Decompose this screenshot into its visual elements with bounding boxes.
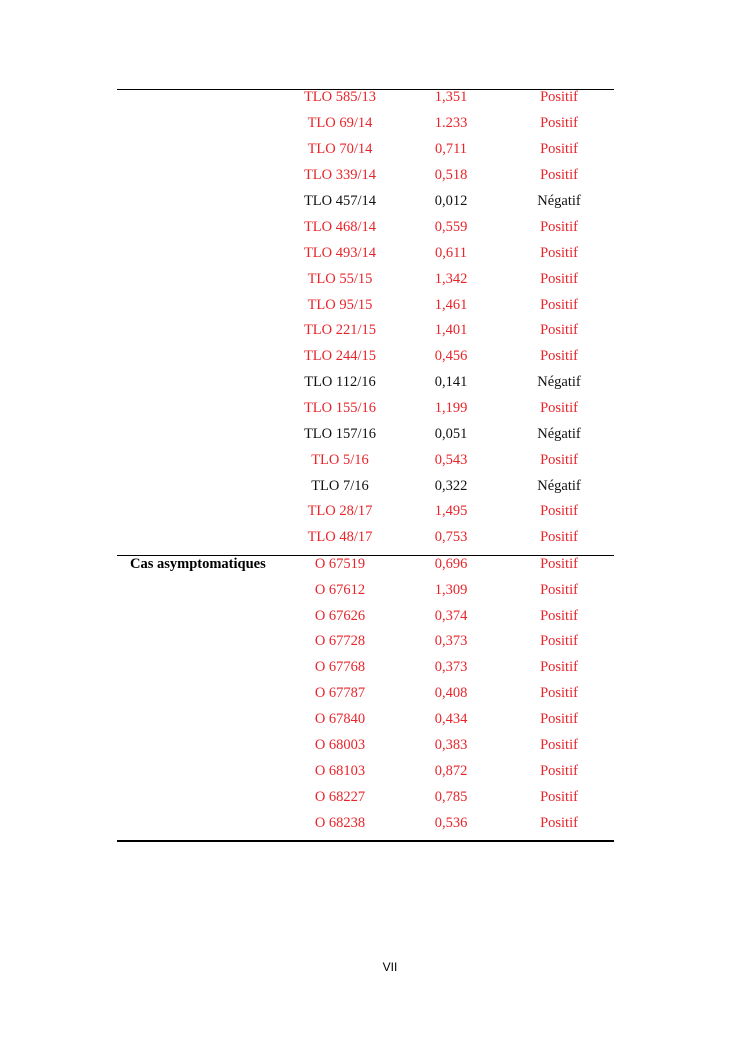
table-row <box>117 452 614 478</box>
result-cell: Positif <box>540 789 578 805</box>
table-row <box>117 167 614 193</box>
table-row <box>117 789 614 815</box>
result-cell: Positif <box>540 608 578 624</box>
value-cell: 1,401 <box>434 322 468 338</box>
sample-id-cell: O 67626 <box>314 608 366 624</box>
result-cell: Positif <box>540 167 578 183</box>
value-cell: 0,141 <box>434 374 468 390</box>
value-cell: 0,383 <box>434 737 468 753</box>
value-cell: 0,753 <box>434 529 468 545</box>
value-cell: 0,518 <box>434 167 468 183</box>
sample-id-cell: TLO 70/14 <box>307 141 373 157</box>
table-row <box>117 322 614 348</box>
value-cell: 0,543 <box>434 452 468 468</box>
sample-id-cell: O 67840 <box>314 711 366 727</box>
sample-id-cell: O 68227 <box>314 789 366 805</box>
result-cell: Positif <box>540 503 578 519</box>
sample-id-cell: TLO 69/14 <box>307 115 373 131</box>
group-label: Cas asymptomatiques <box>130 556 266 572</box>
value-cell: 0,611 <box>434 245 468 261</box>
table-row <box>117 89 614 115</box>
result-cell: Positif <box>540 763 578 779</box>
sample-id-cell: TLO 112/16 <box>304 374 376 390</box>
sample-id-cell: O 67768 <box>314 659 366 675</box>
value-cell: 0,434 <box>434 711 468 727</box>
sample-id-cell: O 67519 <box>314 556 366 572</box>
result-cell: Négatif <box>537 193 581 209</box>
sample-id-cell: O 68103 <box>314 763 366 779</box>
value-cell: 0,408 <box>434 685 468 701</box>
result-cell: Positif <box>540 711 578 727</box>
sample-id-cell: TLO 493/14 <box>303 245 377 261</box>
table-row <box>117 297 614 323</box>
table-row <box>117 711 614 737</box>
value-cell: 1,342 <box>434 271 468 287</box>
table-row <box>117 478 614 504</box>
sample-id-cell: TLO 457/14 <box>303 193 377 209</box>
value-cell: 1,461 <box>434 297 468 313</box>
result-cell: Positif <box>540 556 578 572</box>
result-cell: Positif <box>540 400 578 416</box>
table-row <box>117 271 614 297</box>
result-cell: Positif <box>540 659 578 675</box>
sample-id-cell: TLO 244/15 <box>303 348 377 364</box>
sample-id-cell: TLO 221/15 <box>303 322 377 338</box>
value-cell: 0,559 <box>434 219 468 235</box>
sample-id-cell: TLO 48/17 <box>307 529 373 545</box>
result-cell: Positif <box>540 633 578 649</box>
value-cell: 0,012 <box>434 193 468 209</box>
result-cell: Positif <box>540 452 578 468</box>
result-cell: Positif <box>540 322 578 338</box>
value-cell: 0,785 <box>434 789 468 805</box>
sample-id-cell: TLO 339/14 <box>303 167 377 183</box>
table-row <box>117 348 614 374</box>
table-row <box>117 219 614 245</box>
value-cell: 0,536 <box>434 815 468 831</box>
result-cell: Positif <box>540 271 578 287</box>
table-row <box>117 193 614 219</box>
value-cell: 0,711 <box>434 141 468 157</box>
sample-id-cell: TLO 7/16 <box>311 478 369 494</box>
table-row <box>117 503 614 529</box>
table-row <box>117 374 614 400</box>
result-cell: Négatif <box>537 374 581 390</box>
table-row <box>117 141 614 167</box>
sample-id-cell: TLO 155/16 <box>303 400 377 416</box>
value-cell: 1,351 <box>434 89 468 105</box>
sample-id-cell: TLO 95/15 <box>307 297 373 313</box>
value-cell: 1,309 <box>434 582 468 598</box>
value-cell: 0,373 <box>434 659 468 675</box>
value-cell: 0,696 <box>434 556 468 572</box>
table-row <box>117 400 614 426</box>
sample-id-cell: TLO 157/16 <box>303 426 377 442</box>
table-row <box>117 426 614 452</box>
value-cell: 1,199 <box>434 400 468 416</box>
value-cell: 0,051 <box>434 426 468 442</box>
table-row <box>117 659 614 685</box>
table-row <box>117 737 614 763</box>
result-cell: Positif <box>540 582 578 598</box>
table-row <box>117 815 614 841</box>
table-row <box>117 529 614 555</box>
result-cell: Positif <box>540 737 578 753</box>
sample-id-cell: O 68003 <box>314 737 366 753</box>
result-cell: Positif <box>540 89 578 105</box>
result-cell: Négatif <box>537 426 581 442</box>
result-cell: Positif <box>540 685 578 701</box>
sample-id-cell: TLO 468/14 <box>303 219 377 235</box>
page-number: VII <box>382 960 398 974</box>
table-row <box>117 608 614 634</box>
result-cell: Positif <box>540 815 578 831</box>
table-row <box>117 582 614 608</box>
result-cell: Positif <box>540 297 578 313</box>
result-cell: Positif <box>540 141 578 157</box>
result-cell: Positif <box>540 348 578 364</box>
sample-id-cell: TLO 28/17 <box>307 503 373 519</box>
value-cell: 0,374 <box>434 608 468 624</box>
table-row <box>117 115 614 141</box>
result-cell: Positif <box>540 245 578 261</box>
value-cell: 1.233 <box>434 115 468 131</box>
table-row <box>117 763 614 789</box>
sample-id-cell: TLO 585/13 <box>303 89 377 105</box>
result-cell: Positif <box>540 529 578 545</box>
sample-id-cell: TLO 5/16 <box>311 452 369 468</box>
value-cell: 0,322 <box>434 478 468 494</box>
sample-id-cell: O 68238 <box>314 815 366 831</box>
sample-id-cell: O 67612 <box>314 582 366 598</box>
value-cell: 0,373 <box>434 633 468 649</box>
table-row <box>117 633 614 659</box>
result-cell: Positif <box>540 219 578 235</box>
value-cell: 0,456 <box>434 348 468 364</box>
table-row <box>117 685 614 711</box>
sample-id-cell: O 67787 <box>314 685 366 701</box>
table-row <box>117 245 614 271</box>
table-row <box>117 556 614 582</box>
value-cell: 1,495 <box>434 503 468 519</box>
value-cell: 0,872 <box>434 763 468 779</box>
result-cell: Négatif <box>537 478 581 494</box>
sample-id-cell: O 67728 <box>314 633 366 649</box>
result-cell: Positif <box>540 115 578 131</box>
sample-id-cell: TLO 55/15 <box>307 271 373 287</box>
